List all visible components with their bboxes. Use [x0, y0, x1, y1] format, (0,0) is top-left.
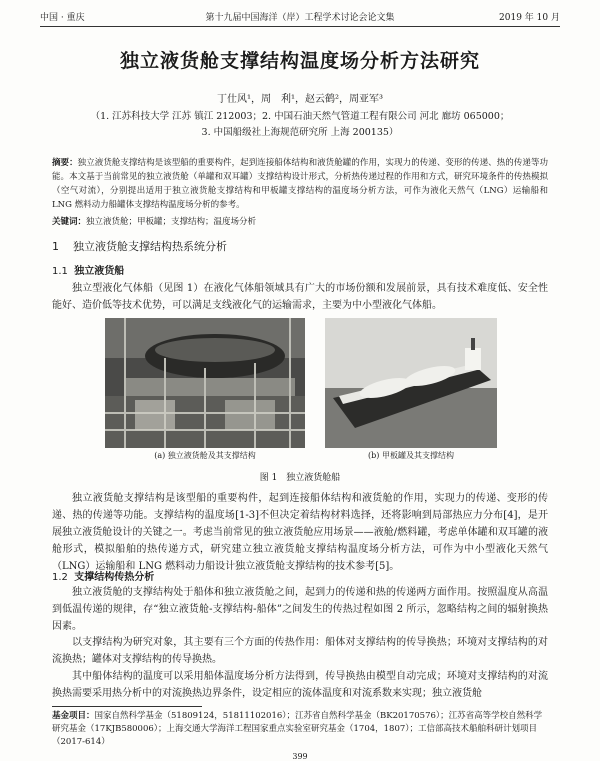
subsection-1-1-heading — [52, 262, 124, 277]
keywords — [52, 215, 548, 227]
subsection-1-1-title: 独立液货船 — [74, 266, 125, 277]
figure-1a-caption: (a) 独立液货舱及其支撑结构 — [154, 451, 256, 460]
paragraph-2: 独立液货舱支撑结构是该型船的重要构件，起到连接船体结构和液货舱的作用，实现力的传递、变形的传递、热的传递等功能。支撑结构的温度场[1-3]不但决定着结构材料选择，还将影响到局部热应力分布[4]，是开展独立液货舱设计的关键之一。考虑当前常见的独立液货舱应用场景——液舱/燃料罐，考虑单体罐和双耳罐的液舱形式，模拟船舶的热传递方式，研究建立独立液货舱支撑结构温度场分析方法，可作为中小型液化天然气（LNG）运输船和 LNG 燃料动力船设计独立液货舱支撑结构的技术参考[5]。 — [52, 493, 548, 572]
running-header — [40, 10, 560, 26]
funding-footnote — [52, 710, 548, 749]
authors: 丁仕风¹，周 利¹，赵云鹤²，周亚军³ — [216, 94, 384, 105]
section-1-heading — [52, 238, 227, 254]
paper-title: 独立液货舱支撑结构温度场分析方法研究 — [119, 50, 480, 72]
header-date: 2019 年 10 月 — [499, 13, 560, 23]
funding-text: 国家自然科学基金（51809124，51811102016）；江苏省自然科学基金（BK20170576）；江苏省高等学校自然科学研究基金（17KJB580006）；上海交通大学海洋工程国家重点实验室研究基金（1704，1807）；工信部高技术船舶科研计划项目（2017-614） — [52, 711, 543, 747]
header-proceedings: 第十九届中国海洋（岸）工程学术讨论会论文集 — [205, 13, 395, 23]
header-rule — [40, 26, 560, 27]
figure-1-caption: 图 1 独立液货舱船 — [259, 473, 341, 483]
page-number: 399 — [292, 752, 308, 761]
paragraph-5: 其中船体结构的温度可以采用船体温度场分析方法得到，传导换热由模型自动完成；环境对支撑结构的对流换热需要采用热分析中的对流换热边界条件，设定相应的流体温度和对流系数来实现；独立液货舱 — [52, 671, 548, 699]
paragraph-4: 以支撑结构为研究对象，其主要有三个方面的传热作用：船体对支撑结构的传导换热；环境对支撑结构的对流换热；罐体对支撑结构的传导换热。 — [52, 637, 548, 665]
subsection-1-2-number: 1.2 — [52, 572, 68, 583]
affiliation-line-1: （1. 江苏科技大学 江苏 镇江 212003；2. 中国石油天然气管道工程有限公司 河北 廊坊 065000； — [90, 111, 510, 122]
subsection-1-2-heading — [52, 568, 154, 583]
subsection-1-2-title: 支撑结构传热分析 — [74, 572, 155, 583]
keywords-text: 独立液货舱；甲板罐；支撑结构；温度场分析 — [86, 217, 257, 227]
paragraph-1: 独立型液化气体船（见图 1）在液化气体船领域具有广大的市场份额和发展前景，具有技术难度低、安全性能好、造价低等技术优势，可以满足支线液化气的运输需求，主要为中小型液化气体船。 — [52, 283, 548, 311]
figure-1b-caption: (b) 甲板罐及其支撑结构 — [368, 451, 454, 460]
paragraph-3: 独立液货舱的支撑结构处于船体和独立液货舱之间，起到力的传递和热的传递两方面作用。按照温度从高温到低温传递的规律，存“独立液货舱-支撑结构-船体”之间发生的传热过程如图 2 所示，忽略结构之间的辐射换热因素。 — [52, 587, 548, 632]
footnote-rule — [52, 706, 202, 707]
abstract-label: 摘要： — [52, 158, 78, 168]
header-location: 中国 · 重庆 — [40, 13, 85, 23]
section-1-title: 独立液货舱支撑结构热系统分析 — [73, 240, 227, 253]
abstract-text: 独立液货舱支撑结构是该型船的重要构件，起到连接船体结构和液货舱罐的作用，实现力的传递、变形的传递、热的传递等功能。本文基于当前常见的独立液货舱（单罐和双耳罐）支撑结构设计形式，分析热传递过程的作用和方式，研究环境条件的传热模拟（空气对流），分别提出适用于独立液货舱支撑结构和甲板罐支撑结构的温度场分析方法，可作为液化天然气（LNG）运输船和 LNG 燃料动力船罐体支撑结构温度场分析的参考。 — [52, 158, 548, 210]
funding-label: 基金项目： — [52, 711, 95, 721]
figure-1b-photo — [325, 318, 497, 448]
keywords-label: 关键词： — [52, 217, 87, 227]
section-1-number: 1 — [52, 240, 59, 253]
figure-1a-photo — [105, 318, 305, 448]
abstract — [52, 156, 548, 212]
affiliation-line-2: 3. 中国船级社上海规范研究所 上海 200135） — [201, 127, 399, 138]
subsection-1-1-number: 1.1 — [52, 266, 68, 277]
